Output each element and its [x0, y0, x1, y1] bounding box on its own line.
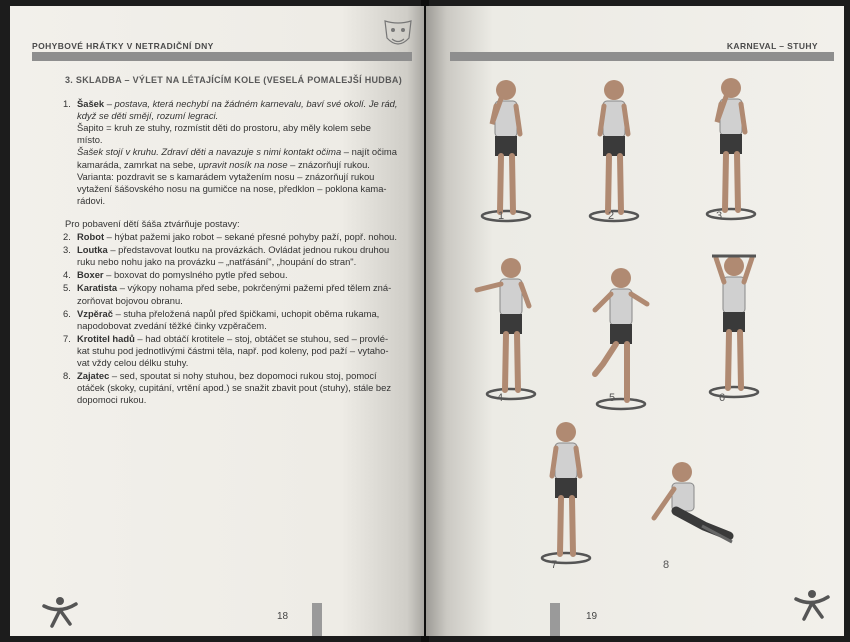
shorts	[500, 314, 522, 334]
section-title	[65, 74, 420, 86]
list-item	[65, 333, 420, 369]
head	[556, 422, 576, 442]
running-head-left: POHYBOVÉ HRÁTKY V NETRADIČNÍ DNY	[32, 41, 214, 51]
child-figure-illustration	[644, 456, 734, 556]
shorts	[610, 324, 632, 344]
shorts	[603, 136, 625, 156]
leg	[608, 156, 609, 212]
child-figure	[691, 74, 771, 224]
item-text: – znázorňují rukou.	[287, 158, 370, 170]
item-name: Šašek	[77, 98, 105, 110]
arm	[716, 258, 724, 282]
item-name: Vzpěrač	[77, 307, 113, 319]
arm	[631, 294, 647, 304]
list-item	[65, 98, 420, 207]
figure-number: 5	[608, 392, 616, 404]
list-item	[65, 244, 420, 268]
item-text: Varianta: pozdravit se s kamarádem vytažením nosu – znázorňují rukou	[77, 170, 375, 182]
item-text: Šapito = kruh ze stuhy, rozmístit děti do prostoru, aby měly kolem sebe	[77, 122, 371, 134]
dancer-logo-icon	[792, 587, 832, 623]
item-text: kamaráda, zamrkat na sebe,	[77, 158, 199, 170]
item-name: Boxer	[77, 269, 104, 281]
item-text: otáček (skoky, cupitání, vrtění apod.) se snažit zbavit pout (stuhy), stále bez	[77, 382, 392, 394]
item-text: – stuha přeložená napůl před špičkami, uchopit oběma rukama,	[112, 307, 380, 319]
child-figure-illustration	[466, 76, 546, 226]
character-list	[65, 231, 420, 406]
list-item	[65, 269, 420, 281]
leg	[505, 334, 506, 390]
shorts	[495, 136, 517, 156]
list-item	[65, 282, 420, 306]
figure-number: 4	[496, 392, 504, 404]
leg	[728, 332, 729, 388]
item-number: 5.	[63, 282, 71, 294]
shorts	[555, 478, 577, 498]
arm	[595, 294, 611, 310]
leg	[740, 332, 741, 388]
head	[724, 256, 744, 276]
child-figure-illustration	[526, 418, 606, 568]
item-text: vat vždy celou délku stuhy.	[77, 356, 189, 368]
page-tab-bar	[312, 603, 322, 636]
item-text: upravit nosík na nose	[198, 158, 288, 170]
item-name: Karatista	[77, 282, 118, 294]
leg	[725, 154, 726, 210]
leg	[517, 334, 518, 390]
list-item	[65, 370, 420, 406]
intro-text: Pro pobavení dětí šáša ztvárňuje postavy:	[65, 217, 240, 229]
figure-number: 7	[550, 559, 558, 571]
item-text: ruku nebo nohu jako na provázku – „natřásání", „houpání do stran".	[77, 256, 357, 268]
leg	[595, 344, 616, 374]
item-text: – sed, spoutat si nohy stuhou, bez dopomoci rukou stoj, pomocí	[109, 370, 377, 382]
head	[611, 268, 631, 288]
section-heading: SKLADBA – VÝLET NA LÉTAJÍCÍM KOLE (VESELÁ POMALEJŠÍ HUDBA)	[75, 75, 403, 85]
item-text: rádovi.	[77, 194, 106, 206]
figure-number: 1	[497, 210, 505, 222]
item-text: dopomoci rukou.	[77, 394, 147, 406]
item-text: napodobovat zvedání těžké činky vzpěračem.	[77, 319, 267, 331]
figure-number: 2	[607, 210, 615, 222]
child-figure	[574, 76, 654, 226]
child-figure-illustration	[471, 254, 551, 404]
item-number: 6.	[63, 307, 71, 319]
head	[501, 258, 521, 278]
item-number: 7.	[63, 332, 71, 344]
page-tab-bar	[550, 603, 560, 636]
arm	[654, 489, 674, 518]
running-head-right: KARNEVAL – STUHY	[726, 41, 818, 51]
leg	[572, 498, 573, 554]
header-rule-right	[450, 52, 834, 61]
item-text: kat stuhu pod jednotlivými částmi těla, např. pod koleny, pod paží – vytaho-	[77, 344, 389, 356]
child-figure-illustration	[691, 74, 771, 224]
exercise-text	[65, 74, 420, 407]
item-text: – boxovat do pomyslného pytle před sebou.	[103, 269, 288, 281]
child-figure-illustration	[694, 252, 774, 402]
leg	[560, 498, 561, 554]
leg	[500, 156, 501, 212]
item-number: 2.	[63, 231, 71, 243]
leg	[737, 154, 738, 210]
left-page	[10, 6, 424, 636]
arm	[477, 284, 501, 290]
item-number: 1.	[63, 98, 71, 110]
child-figure	[526, 418, 606, 568]
item-text: – postava, která nechybí na žádném karnevalu, baví své okolí. Je rád,	[104, 98, 398, 110]
figure-number: 8	[662, 559, 670, 571]
shorts	[720, 134, 742, 154]
child-figure	[471, 254, 551, 404]
item-number: 8.	[63, 370, 71, 382]
page-number: 19	[586, 611, 598, 622]
item-text: vytažení šášovského nosu na gumičce na nose, předklon – poklona kama-	[77, 182, 387, 194]
head	[672, 462, 692, 482]
legs	[676, 511, 729, 536]
head	[604, 80, 624, 100]
header-rule-left	[32, 52, 412, 61]
child-figure	[694, 252, 774, 402]
item-text: – hýbat pažemi jako robot – sekané přesné pohyby paží, popř. nohou.	[104, 231, 397, 243]
list-item	[65, 231, 420, 243]
child-figure	[466, 76, 546, 226]
item-text: – had obtáčí krotitele – stoj, obtáčet se stuhou, sed – provlé-	[134, 332, 389, 344]
item-name: Krotitel hadů	[77, 332, 135, 344]
list-item	[65, 308, 420, 332]
child-figure	[644, 456, 734, 556]
right-page	[426, 6, 844, 636]
dancer-logo-icon	[40, 594, 80, 630]
figure-number: 3	[715, 210, 723, 222]
item-name: Zajatec	[77, 370, 110, 382]
item-text: – výkopy nohama před sebe, pokrčenými pažemi před tělem zná-	[117, 282, 392, 294]
page-number: 18	[277, 611, 289, 622]
item-name: Robot	[77, 231, 105, 243]
figure-number: 6	[718, 392, 726, 404]
item-number: 3.	[63, 244, 71, 256]
item-name: Loutka	[77, 244, 108, 256]
item-text: – najít očima	[341, 146, 397, 158]
arm	[744, 258, 752, 282]
child-figure-illustration	[574, 76, 654, 226]
section-number: 3.	[65, 75, 74, 85]
item-text: – představovat loutku na provázkách. Ovládat jednou rukou druhou	[107, 244, 390, 256]
shorts	[723, 312, 745, 332]
item-text: místo.	[77, 134, 103, 146]
item-number: 4.	[63, 269, 71, 281]
theatre-masks-icon	[382, 18, 414, 52]
leg	[512, 156, 513, 212]
leg	[620, 156, 621, 212]
item-text: když se děti smějí, rozumí legraci.	[77, 110, 219, 122]
item-text: zorňovat bojovou obranu.	[77, 294, 183, 306]
item-text: Šašek stojí v kruhu. Zdraví děti a navazuje s nimi kontakt očima	[77, 146, 342, 158]
